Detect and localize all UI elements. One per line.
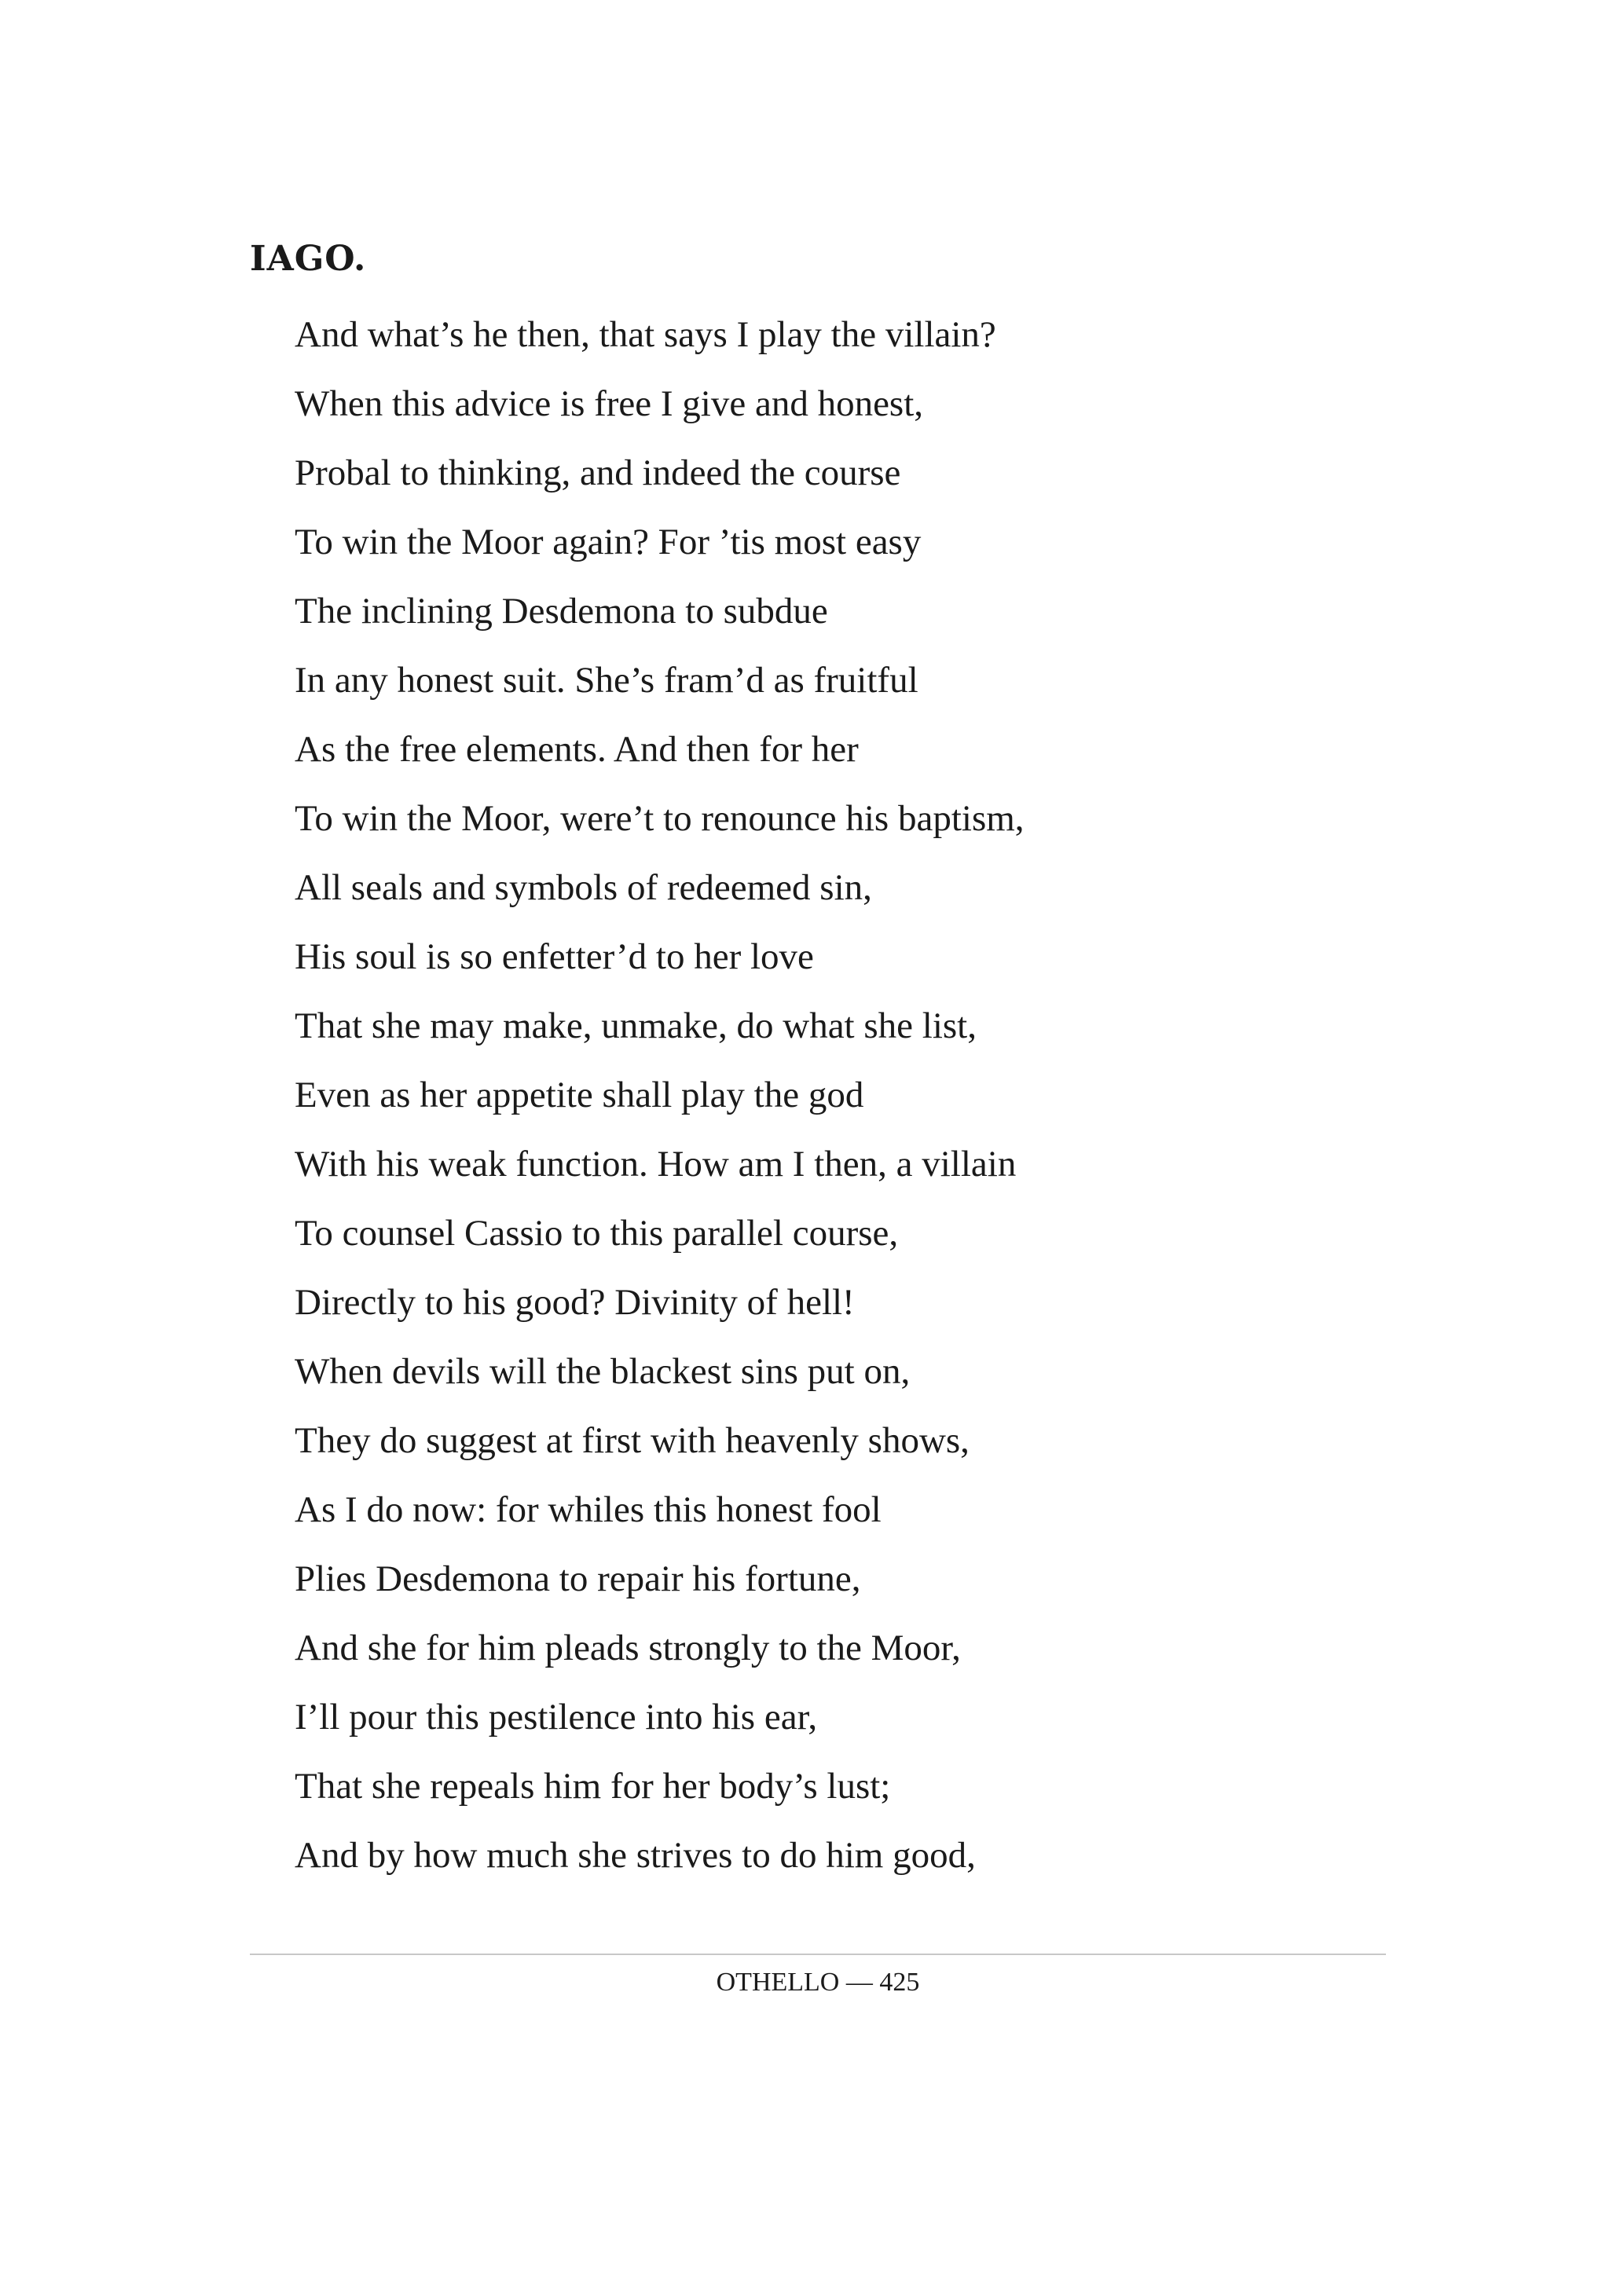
footer-title: OTHELLO — [716, 1968, 840, 1997]
verse-line: Directly to his good? Divinity of hell! — [295, 1282, 855, 1323]
verse-line: In any honest suit. She’s fram’d as fruitful — [295, 660, 918, 701]
verse-line: When devils will the blackest sins put on, — [295, 1351, 911, 1392]
verse-line: His soul is so enfetter’d to her love — [295, 936, 814, 977]
page-number: 425 — [879, 1968, 920, 1997]
verse-line: When this advice is free I give and honest, — [295, 383, 924, 424]
footer-separator: — — [845, 1968, 873, 1997]
speaker-name: IAGO. — [250, 239, 367, 279]
page-footer — [250, 1965, 1386, 2000]
verse-line: Probal to thinking, and indeed the course — [295, 452, 901, 493]
verse-line: As the free elements. And then for her — [295, 729, 859, 770]
verse-line: Plies Desdemona to repair his fortune, — [295, 1558, 861, 1599]
verse-line: Even as her appetite shall play the god — [295, 1075, 864, 1115]
verse-line: To win the Moor, were’t to renounce his baptism, — [295, 798, 1025, 839]
verse-line: With his weak function. How am I then, a villain — [295, 1144, 1017, 1185]
verse-line: And what’s he then, that says I play the villain? — [295, 314, 996, 355]
verse-line: That she repeals him for her body’s lust; — [295, 1766, 891, 1807]
verse-line: They do suggest at first with heavenly shows, — [295, 1420, 970, 1461]
verse-line: And by how much she strives to do him good, — [295, 1835, 976, 1876]
verse-line: And she for him pleads strongly to the Moor, — [295, 1628, 961, 1668]
verse-line: As I do now: for whiles this honest fool — [295, 1489, 882, 1530]
verse-line: The inclining Desdemona to subdue — [295, 591, 828, 632]
verse-block — [295, 309, 1025, 1899]
verse-line: To win the Moor again? For ’tis most easy — [295, 522, 922, 562]
verse-line: To counsel Cassio to this parallel course, — [295, 1213, 899, 1254]
verse-line: That she may make, unmake, do what she list, — [295, 1005, 977, 1046]
verse-line: I’ll pour this pestilence into his ear, — [295, 1697, 818, 1738]
verse-line: All seals and symbols of redeemed sin, — [295, 867, 872, 908]
footer-divider — [250, 1954, 1386, 1955]
